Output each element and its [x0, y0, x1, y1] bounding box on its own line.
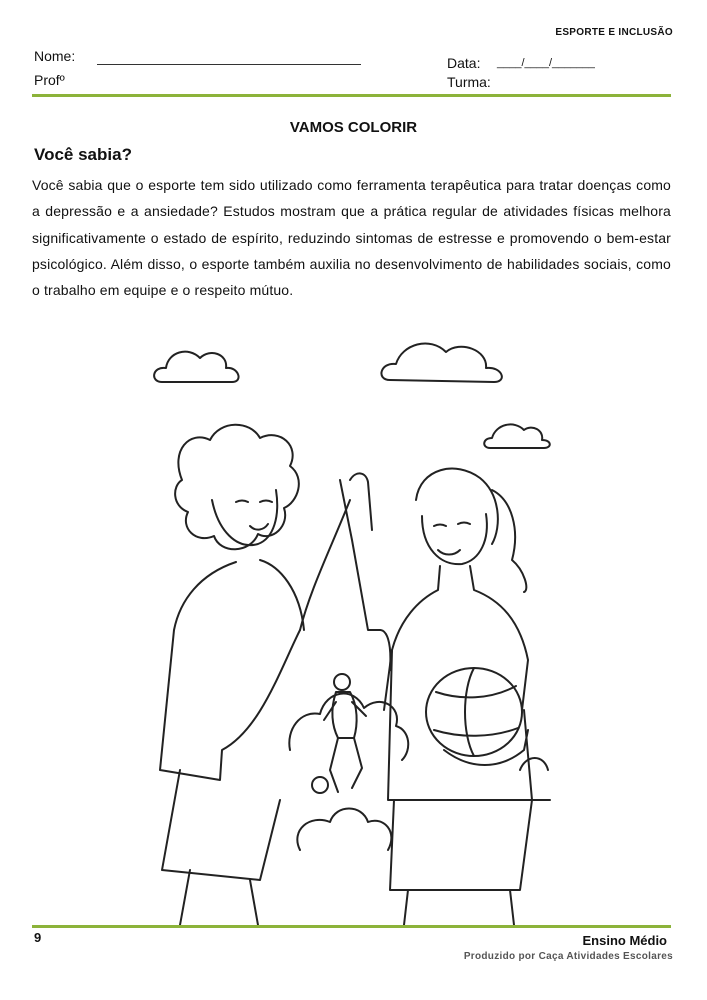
- footer-divider: [32, 925, 671, 928]
- name-field-line[interactable]: [97, 64, 361, 65]
- cloud-icon: [484, 424, 550, 448]
- runner-figure: [312, 674, 366, 793]
- education-level: Ensino Médio: [582, 933, 667, 948]
- header-divider: [32, 94, 671, 97]
- page-number: 9: [34, 930, 42, 945]
- date-label: Data:: [447, 55, 481, 71]
- page-title: VAMOS COLORIR: [289, 119, 418, 136]
- girl-ponytail: [380, 469, 532, 925]
- date-field[interactable]: ____/____/_______: [497, 57, 595, 69]
- coloring-illustration: [140, 330, 560, 925]
- cloud-icon: [154, 352, 238, 382]
- footer-credit: Produzido por Caça Atividades Escolares: [463, 951, 673, 962]
- class-label: Turma:: [447, 74, 491, 90]
- header-tag: ESPORTE E INCLUSÃO: [555, 27, 673, 38]
- teacher-label: Profº: [34, 72, 65, 88]
- name-label: Nome:: [34, 48, 76, 64]
- cloud-icon: [381, 343, 501, 382]
- section-subtitle: Você sabia?: [34, 145, 132, 164]
- info-paragraph: Você sabia que o esporte tem sido utilizado como ferramenta terapêutica para tratar doenças como a depressão e a ansiedade? Estudos mostram que a prática regular de atividades físicas melhora significativamente o estado de espírito, reduzindo sintomas de estresse e promovendo o bem-estar psicológico. Além disso, o esporte também auxilia no desenvolvimento de habilidades sociais, como o trabalho em equipe e o respeito mútuo.: [32, 177, 671, 299]
